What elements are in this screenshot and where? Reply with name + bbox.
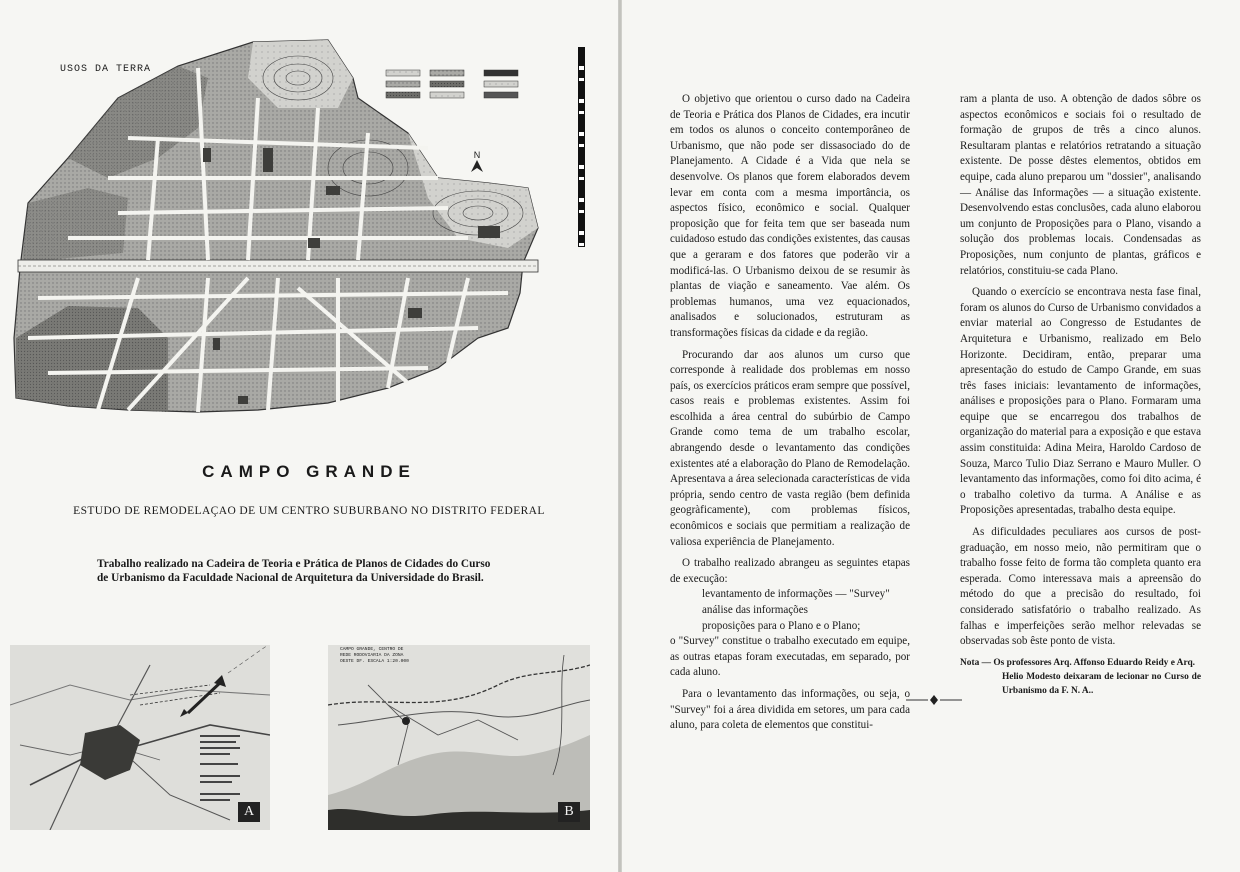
- figure-a-tag: A: [238, 802, 260, 822]
- paragraph: Quando o exercício se encontrava nesta fase final, foram os alunos do Curso de Urbanismo convidados a enviar material ao Congresso de Estudantes de Arquitetura e Urbanismo, realizado em Belo Horizonte. Decidiram, então, preparar uma apresentação do estudo de Campo Grande, em suas três fases iniciais: levantamento de informações, análises e proposições para o Plano. Formaram uma equipe que se encarregou dos trabalhos de organização do material para a exposição e que estava assim constituida: Adina Meira, Haroldo Cardoso de Souza, Marco Tulio Diaz Serrano e Mauro Muller. O levantamento das informações, como foi dito acima, é o trabalho coletivo da turma. A Análise e as Proposições apresentadas, trabalho desta equipe.: [960, 286, 1201, 517]
- paragraph: ram a planta de uso. A obtenção de dados sôbre os aspectos econômicos e sociais foi o resultado de formação de grupos de três a cinco alunos. Resultaram plantas e relatórios retratando a situação existente. De posse dêstes elementos, obtidos em equipe, cada aluno preparou um "dossier", analisando — Análise das Informações — a situação existente. Desenvolvendo estas conclusões, cada aluno elaborou um conjunto de Proposições para o Plano, visando a solução dos problemas locais. Condensadas as Proposições, num conjunto de plantas, gráficos e relatórios, constituiu-se cada Plano.: [960, 93, 1201, 277]
- north-label: N: [473, 150, 481, 160]
- figure-b-caption: CAMPO GRANDE, CENTRO DE REDE RODOVIARIA DA ZONA OESTE DF. ESCALA 1:20.000: [340, 647, 409, 664]
- footnote: [960, 656, 1201, 698]
- page-title: CAMPO GRANDE: [202, 462, 416, 481]
- footnote-lead: Nota — Os professores Arq. Affonso Eduardo Reidy e Arq.: [960, 657, 1196, 668]
- figure-a-drawing: [10, 645, 270, 830]
- paragraph: o "Survey" constitue o trabalho executado em equipe, as outras etapas foram executadas, em separado, por cada aluno.: [670, 635, 910, 679]
- list-item: análise das informações: [702, 604, 808, 616]
- text-column-1: [670, 92, 910, 740]
- paragraph: O objetivo que orientou o curso dado na Cadeira de Teoria e Prática dos Planos de Cidades, era incutir em todos os alunos o conceito contemporâneo de Urbanismo, que não pode ser dissasociado do de Planejamento. A Cidade é a Vida que nela se desenvolve. Os planos que forem elaborados devem levar em conta com a mesma importância, os aspectos físico, econômico e social. Qualquer proposição que for feita tem que ser baseada num cuidadoso estudo das condições existentes, das causas que a geraram e dos fatores que poderão vir a modificá-las. O Urbanismo deixou de se resumir às plantas de viação e saneamento. Vae além. Os problemas humanos, uma vez equacionados, analisados e solucionados, estruturam as transformações físicas da cidade e da região.: [670, 93, 910, 339]
- text-column-2: [960, 92, 1201, 698]
- scale-bar: [578, 47, 585, 247]
- ornament-divider-icon: [906, 694, 962, 706]
- north-arrow-shape: [470, 160, 484, 174]
- paragraph: Para o levantamento das informações, ou seja, o "Survey" foi a área dividida em setores, um para cada aluno, para coleta de elementos que constitui-: [670, 687, 910, 732]
- credit-line-2: de Urbanismo da Faculdade Nacional de Arquitetura da Universidade do Brasil.: [97, 572, 484, 584]
- left-page: [0, 0, 618, 872]
- land-use-map: [8, 38, 568, 433]
- figure-b-tag: B: [558, 802, 580, 822]
- list-item: proposições para o Plano e o Plano;: [702, 619, 861, 632]
- paragraph: As dificuldades peculiares aos cursos de post-graduação, em nosso meio, não permitiram que o trabalho fosse feito de forma tão completa quanto era esperada. Como interessava mais a apreensão do método do que a precisão do resultado, foi considerado satisfatório o trabalho realizado. As falhas e imperfeições serão melhor relevadas se observadas sob êste ponto de vista.: [960, 526, 1201, 648]
- paragraph: Procurando dar aos alunos um curso que corresponde à realidade dos problemas em nosso país, os exercícios práticos eram sempre que possível, casos reais e problemas existentes. Assim foi escolhida a área central do subúrbio de Campo Grande como tema de um trabalho escolar, abrangendo desde o levantamento das condições existentes até a elaboração do Plano de Remodelação. Apresentava a área selecionada características de vida própria, sendo centro de vasta região (bem definida geogràficamente), com problemas físicos, econômicos e sociais que permitiam a realização de valiosa experiência de Planejamento.: [670, 348, 910, 548]
- north-arrow-icon: [470, 150, 484, 176]
- credit-note: [97, 557, 507, 585]
- stages-list: [670, 587, 910, 634]
- figure-b-drawing: [328, 645, 590, 830]
- list-item: levantamento de informações — "Survey": [702, 588, 890, 601]
- paragraph: O trabalho realizado abrangeu as seguintes etapas de execução:: [670, 557, 910, 585]
- footnote-body: Helio Modesto deixaram de lecionar no Curso de Urbanismo da F. N. A..: [1002, 671, 1201, 696]
- figure-b-road-network-map: [328, 645, 590, 830]
- credit-line-1: Trabalho realizado na Cadeira de Teoria e Prática de Planos de Cidades do Curso: [97, 558, 491, 570]
- map-title: USOS DA TERRA: [60, 64, 152, 75]
- figure-a-location-map: [10, 645, 270, 830]
- page-subtitle: ESTUDO DE REMODELAÇAO DE UM CENTRO SUBURBANO NO DISTRITO FEDERAL: [73, 505, 545, 517]
